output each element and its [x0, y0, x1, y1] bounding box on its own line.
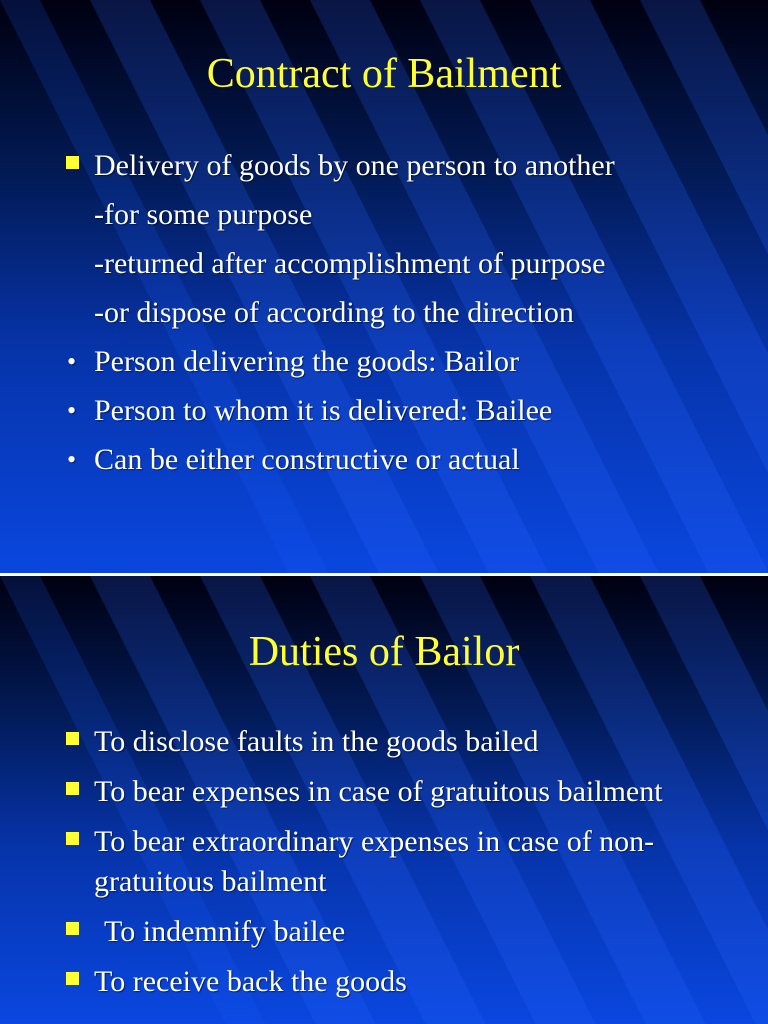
list-item: [64, 822, 744, 902]
square-bullet-icon: [66, 832, 79, 845]
dot-bullet-icon: •: [67, 347, 77, 376]
list-item-text: To receive back the goods: [94, 965, 407, 998]
list-item-text: -for some purpose: [94, 198, 313, 231]
square-bullet-icon: [66, 732, 79, 745]
list-item: [64, 962, 744, 1002]
list-item: [64, 391, 744, 431]
list-item-text: To bear extraordinary expenses in case of non- gratuitous bailment: [94, 825, 655, 898]
list-item: [64, 244, 744, 284]
square-bullet-icon: [66, 156, 79, 169]
slide-duties-of-bailor: [0, 576, 768, 1024]
dot-bullet-icon: •: [67, 396, 77, 425]
bullet-list: [64, 146, 744, 489]
list-item-text: To bear expenses in case of gratuitous bailment: [94, 775, 663, 808]
list-item-text: Person to whom it is delivered: Bailee: [94, 394, 553, 427]
square-bullet-icon: [66, 922, 79, 935]
list-item-text: -returned after accomplishment of purpose: [94, 247, 606, 280]
list-item: [64, 342, 744, 382]
slide-title: Contract of Bailment: [206, 51, 562, 97]
dot-bullet-icon: •: [67, 445, 77, 474]
list-item-text: -or dispose of according to the direction: [94, 296, 574, 329]
list-item: [64, 772, 744, 812]
list-item-text: Can be either constructive or actual: [94, 443, 520, 476]
list-item: [64, 440, 744, 480]
list-item-text: To indemnify bailee: [104, 915, 346, 948]
list-item: [64, 722, 744, 762]
list-item-text: Person delivering the goods: Bailor: [94, 345, 519, 378]
square-bullet-icon: [66, 782, 79, 795]
list-item-text: Delivery of goods by one person to another: [94, 149, 615, 182]
square-bullet-icon: [66, 972, 79, 985]
list-item: [64, 293, 744, 333]
slide-title: Duties of Bailor: [248, 629, 520, 675]
bullet-list: [64, 722, 744, 1012]
list-item: [64, 146, 744, 186]
list-item: [64, 195, 744, 235]
list-item: [64, 912, 744, 952]
list-item-text: To disclose faults in the goods bailed: [94, 725, 539, 758]
